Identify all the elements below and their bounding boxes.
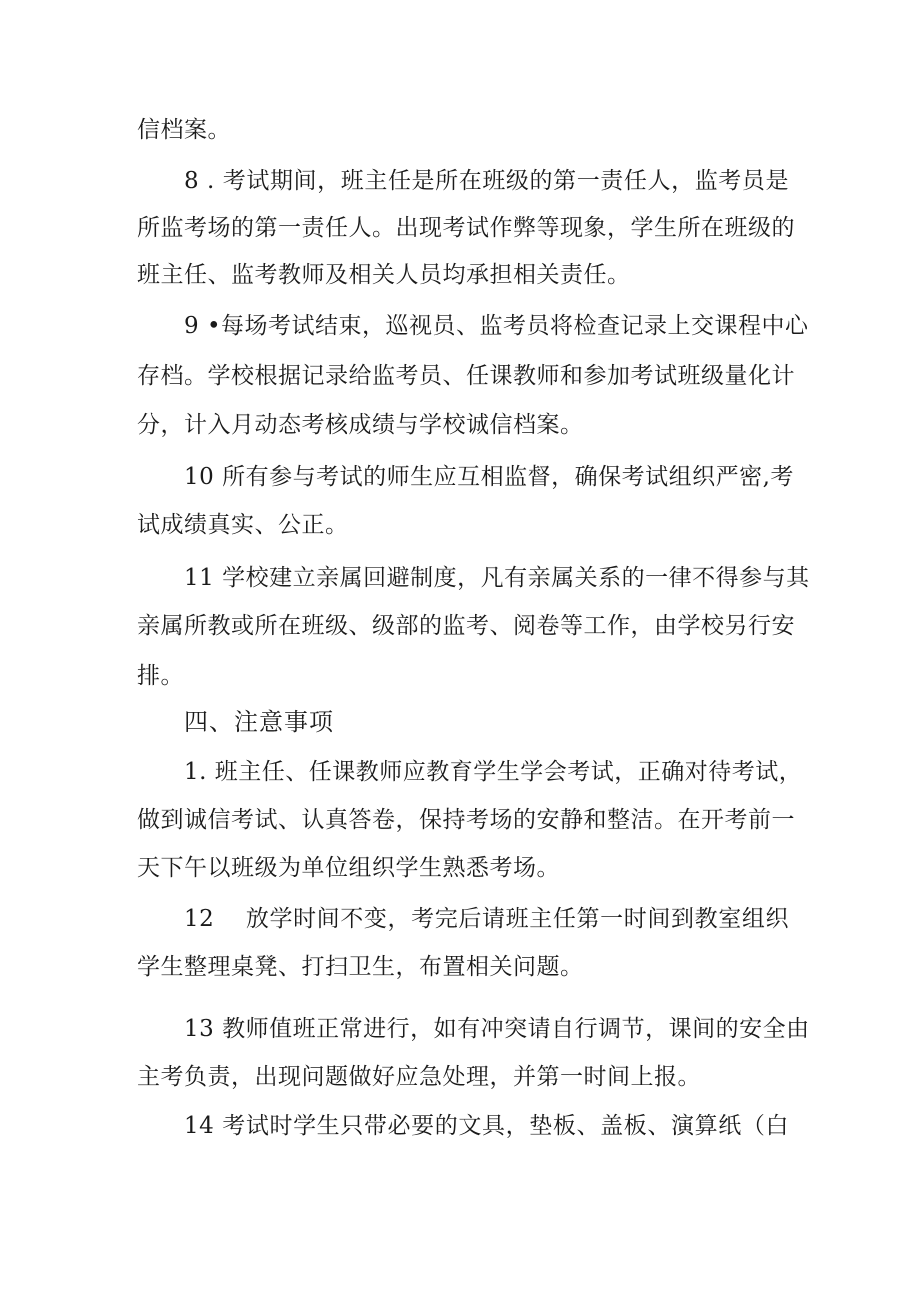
text-line-5: 9 •每场考试结束，巡视员、监考员将检查记录上交课程中心 — [184, 313, 809, 339]
text-line-6: 存档。学校根据记录给监考员、任课教师和参加考试班级量化计 — [137, 363, 795, 389]
text-line-14: 做到诚信考试、认真答卷，保持考场的安静和整洁。在开考前一 — [137, 807, 795, 833]
text-line-9: 试成绩真实、公正。 — [137, 512, 349, 538]
text-line-8: 10 所有参与考试的师生应互相监督，确保考试组织严密,考 — [184, 464, 794, 490]
text-line-10: 11 学校建立亲属回避制度，凡有亲属关系的一律不得参与其 — [184, 565, 810, 591]
text-line-1: 信档案。 — [137, 117, 231, 143]
text-line-11: 亲属所教或所在班级、级部的监考、阅卷等工作，由学校另行安 — [137, 613, 795, 639]
text-line-4: 班主任、监考教师及相关人员均承担相关责任。 — [137, 262, 631, 288]
text-line-19: 主考负责，出现问题做好应急处理，并第一时间上报。 — [137, 1064, 701, 1090]
text-line-2: 8 . 考试期间，班主任是所在班级的第一责任人，监考员是 — [184, 168, 789, 194]
text-line-13: 1. 班主任、任课教师应教育学生学会考试，正确对待考试， — [184, 759, 803, 785]
text-line-16: 12 放学时间不变，考完后请班主任第一时间到教室组织 — [184, 906, 789, 932]
text-line-3: 所监考场的第一责任人。出现考试作弊等现象，学生所在班级的 — [137, 215, 795, 241]
text-line-20: 14 考试时学生只带必要的文具，垫板、盖板、演算纸（白 — [184, 1113, 789, 1139]
text-line-7: 分，计入月动态考核成绩与学校诚信档案。 — [137, 412, 584, 438]
text-line-17: 学生整理桌凳、打扫卫生，布置相关问题。 — [137, 954, 584, 980]
section-heading: 四、注意事项 — [184, 708, 334, 736]
text-line-12: 排。 — [137, 663, 184, 689]
text-line-18: 13 教师值班正常进行，如有冲突请自行调节，课间的安全由 — [184, 1016, 810, 1042]
text-line-15: 天下午以班级为单位组织学生熟悉考场。 — [137, 855, 560, 881]
